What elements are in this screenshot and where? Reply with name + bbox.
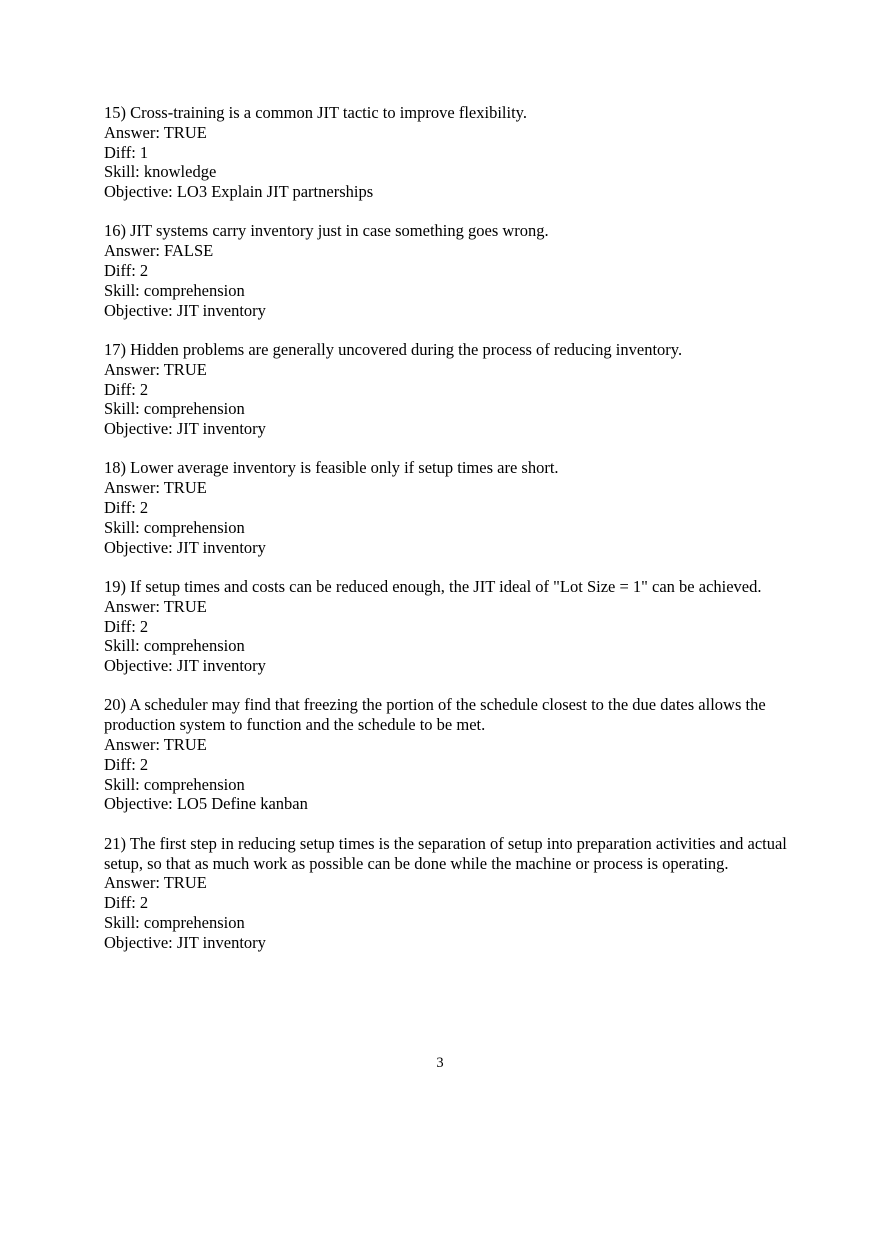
- skill-line: Skill: comprehension: [104, 280, 245, 300]
- question-block: [104, 834, 794, 953]
- objective-line: Objective: LO3 Explain JIT partnerships: [104, 182, 374, 202]
- objective-line: Objective: JIT inventory: [104, 537, 266, 557]
- skill-line: Skill: comprehension: [104, 517, 245, 537]
- skill-line: Skill: comprehension: [104, 399, 245, 419]
- skill-line: Skill: comprehension: [104, 636, 245, 656]
- answer-line: Answer: TRUE: [104, 359, 207, 379]
- question-block: [104, 695, 794, 814]
- objective-line: Objective: JIT inventory: [104, 300, 266, 320]
- objective-line: Objective: JIT inventory: [104, 419, 266, 439]
- skill-line: Skill: comprehension: [104, 912, 245, 932]
- objective-line: Objective: JIT inventory: [104, 932, 266, 952]
- difficulty-line: Diff: 1: [104, 142, 149, 162]
- question-block: [104, 340, 794, 439]
- question-block: [104, 458, 794, 557]
- question-text: 20) A scheduler may find that freezing the portion of the schedule closest to the due dates allows the production system to function and the schedule to be met.: [104, 695, 766, 735]
- question-text: 16) JIT systems carry inventory just in case something goes wrong.: [104, 221, 549, 241]
- page-number: 3: [436, 1055, 444, 1071]
- objective-line: Objective: JIT inventory: [104, 656, 266, 676]
- skill-line: Skill: comprehension: [104, 774, 245, 794]
- question-text: 19) If setup times and costs can be reduced enough, the JIT ideal of "Lot Size = 1" can be achieved.: [104, 576, 762, 596]
- answer-line: Answer: FALSE: [104, 241, 214, 261]
- question-list: [104, 103, 794, 972]
- question-block: [104, 577, 794, 676]
- answer-line: Answer: TRUE: [104, 478, 207, 498]
- answer-line: Answer: TRUE: [104, 122, 207, 142]
- difficulty-line: Diff: 2: [104, 616, 149, 636]
- answer-line: Answer: TRUE: [104, 873, 207, 893]
- difficulty-line: Diff: 2: [104, 893, 149, 913]
- question-block: [104, 221, 794, 320]
- objective-line: Objective: LO5 Define kanban: [104, 794, 308, 814]
- answer-line: Answer: TRUE: [104, 735, 207, 755]
- skill-line: Skill: knowledge: [104, 162, 217, 182]
- question-text: 18) Lower average inventory is feasible only if setup times are short.: [104, 458, 559, 478]
- question-text: 17) Hidden problems are generally uncovered during the process of reducing inventory.: [104, 339, 683, 359]
- difficulty-line: Diff: 2: [104, 498, 149, 518]
- question-text: 21) The first step in reducing setup times is the separation of setup into preparation activities and actual setup, so that as much work as possible can be done while the machine or process is operating.: [104, 833, 787, 873]
- difficulty-line: Diff: 2: [104, 754, 149, 774]
- difficulty-line: Diff: 2: [104, 261, 149, 281]
- question-text: 15) Cross-training is a common JIT tactic to improve flexibility.: [104, 103, 527, 122]
- question-block: [104, 103, 794, 202]
- difficulty-line: Diff: 2: [104, 379, 149, 399]
- answer-line: Answer: TRUE: [104, 596, 207, 616]
